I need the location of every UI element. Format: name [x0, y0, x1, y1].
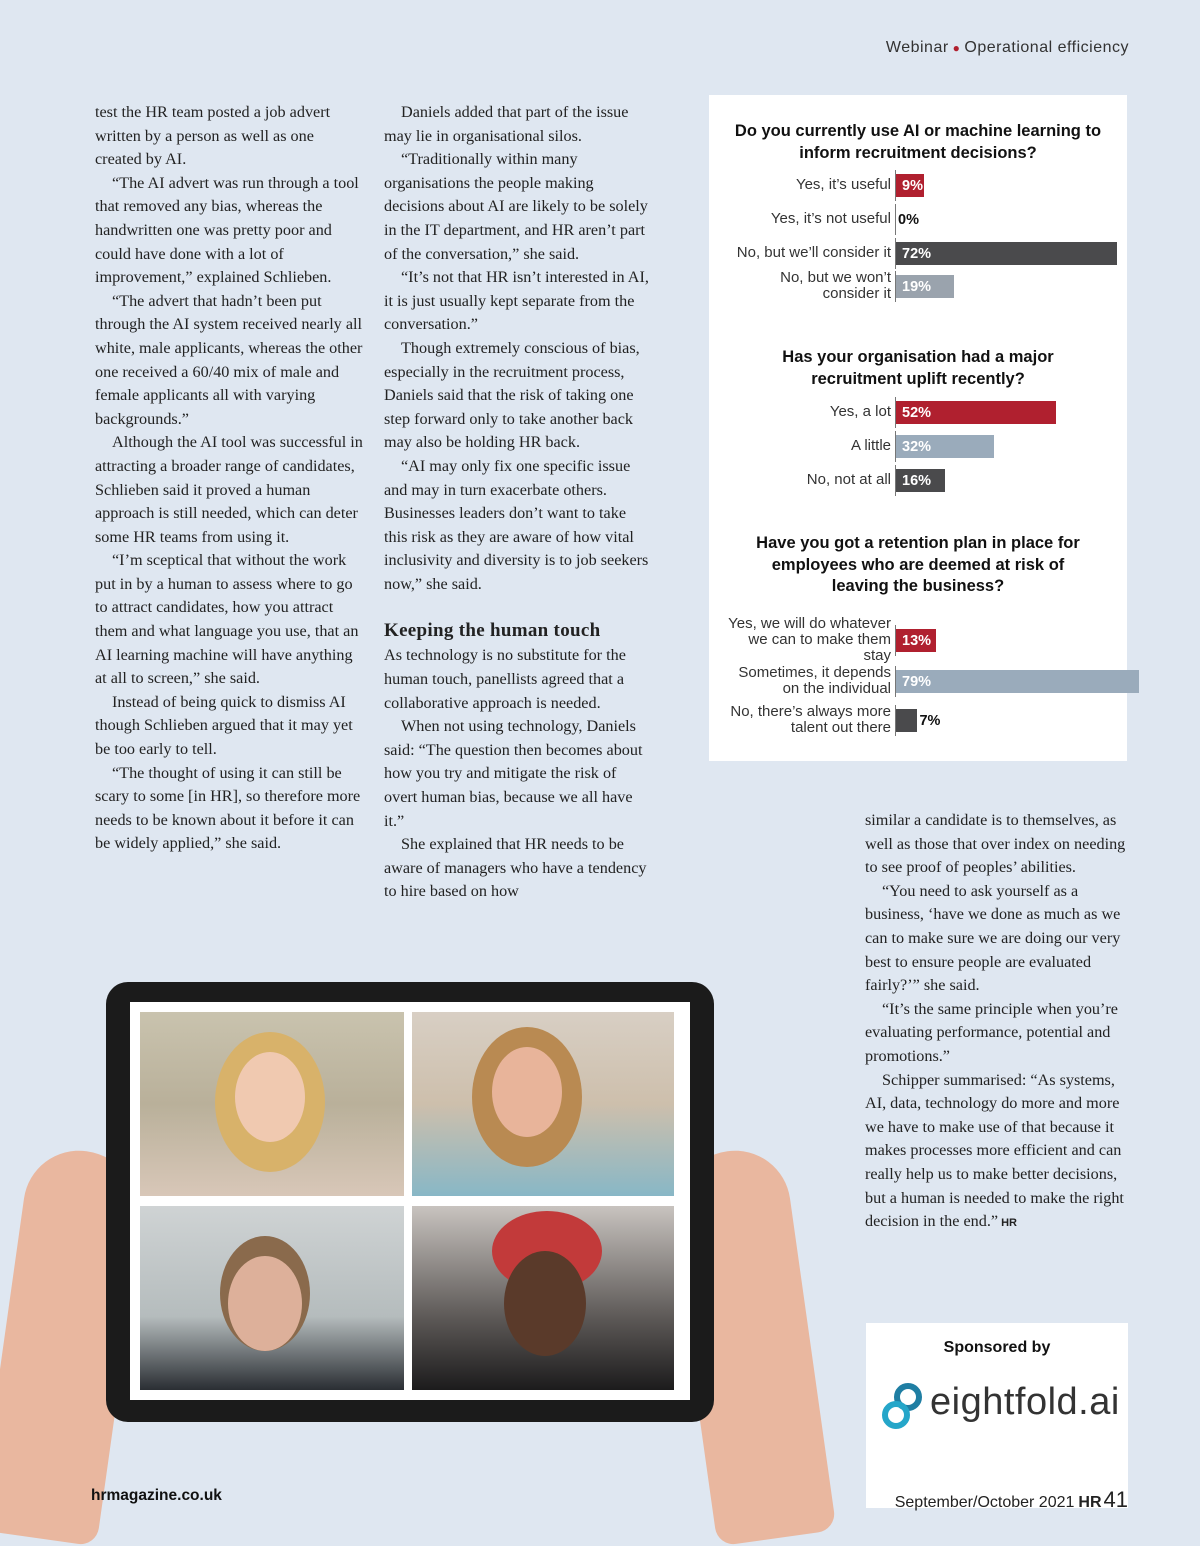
survey-ai-use: [709, 121, 1127, 164]
paragraph: test the HR team posted a job advert written by a person as well as one created by AI.: [95, 103, 331, 169]
paragraph: “The thought of using it can still be scary to some [in HR], so therefore more needs to be known about it before it can be widely applied,” she said.: [95, 763, 361, 853]
paragraph: She explained that HR needs to be aware of managers who have a tendency to hire based on how: [384, 835, 647, 901]
bullet-dot-icon: ●: [952, 41, 961, 55]
chart-title: Has your organisation had a major recruitment uplift recently?: [782, 348, 1054, 388]
paragraph: Instead of being quick to dismiss AI though Schlieben argued that it may yet be too early to tell.: [95, 692, 353, 759]
bar-value-label: 7%: [919, 713, 941, 729]
bar-category-label: A little: [850, 437, 891, 454]
bar-category-label: No, there’s always more talent out there: [730, 703, 891, 736]
video-tile-participant-3: [140, 1206, 404, 1390]
article-column-1: [95, 101, 363, 856]
bar-value-label: 32%: [902, 439, 932, 455]
paragraph: similar a candidate is to themselves, as well as those that over index on needing to see proof of peoples’ abilities.: [865, 811, 1126, 877]
bar-value-label: 16%: [902, 473, 932, 489]
paragraph: “AI may only fix one specific issue and may in turn exacerbate others. Businesses leaders don’t want to take this risk as they are aware of how vital inclusivity and diversity is to job seekers now,” she said.: [384, 456, 649, 593]
sponsor-brand: eightfold.ai: [930, 1381, 1120, 1423]
running-header: [886, 39, 1129, 57]
bar-category-label: Yes, it’s not useful: [770, 210, 891, 227]
bar-category-label: Sometimes, it depends on the individual: [738, 664, 891, 697]
page-number: 41: [1103, 1487, 1128, 1512]
bar-category-label: No, but we won’t consider it: [780, 269, 891, 302]
sponsor-label: Sponsored by: [943, 1339, 1051, 1356]
bar-category-label: No, not at all: [806, 471, 891, 488]
paragraph: Daniels added that part of the issue may lie in organisational silos.: [384, 103, 629, 145]
section-label: Webinar: [885, 39, 949, 56]
section-subheading: Keeping the human touch: [384, 620, 601, 642]
video-tile-participant-1: [140, 1012, 404, 1196]
chart-axis-line: [895, 204, 896, 235]
video-tile-participant-2: [412, 1012, 674, 1196]
paragraph: “It’s not that HR isn’t interested in AI, it is just usually kept separate from the conversation.”: [384, 268, 649, 334]
issue-date: September/October 2021: [894, 1494, 1075, 1511]
chart-title: Have you got a retention plan in place for employees who are deemed at risk of leaving the business?: [756, 534, 1080, 595]
eightfold-logo-icon: [880, 1381, 926, 1431]
tablet-image: [106, 982, 714, 1422]
paragraph: “I’m sceptical that without the work put in by a human to assess where to go to attract candidates, how you attract them and what language you use, that an AI learning machine will have anything at all to screen,” she said.: [95, 551, 359, 688]
bar-value-label: 9%: [902, 178, 923, 194]
chart-title: Do you currently use AI or machine learning to inform recruitment decisions?: [734, 122, 1102, 162]
footer-website: hrmagazine.co.uk: [91, 1487, 222, 1504]
survey-recruitment-uplift: [709, 347, 1127, 390]
bar-category-label: Yes, it’s useful: [795, 176, 891, 193]
chart-bar: [896, 670, 1139, 693]
paragraph: “It’s the same principle when you’re evaluating performance, potential and promotions.”: [865, 999, 1118, 1065]
video-call-screen: [130, 1002, 690, 1400]
magazine-mark: HR: [1078, 1494, 1102, 1511]
bar-value-label: 79%: [902, 674, 932, 690]
paragraph: Although the AI tool was successful in attracting a broader range of candidates, Schlieben said it proved a human approach is still needed, which can deter some HR teams from using it.: [95, 433, 363, 546]
paragraph: “You need to ask yourself as a business, ‘have we done as much as we can to make sure we are doing our very best to ensure people are evaluated fairly?’” she said.: [865, 881, 1121, 995]
sponsor-logo: [880, 1381, 1120, 1431]
survey-retention-plan: [709, 533, 1127, 598]
chart-bar: [896, 709, 917, 732]
topic-label: Operational efficiency: [964, 39, 1129, 56]
paragraph: Though extremely conscious of bias, especially in the recruitment process, Daniels said that the risk of taking one step forward only to take another back may also be holding HR back.: [384, 338, 640, 452]
paragraph: As technology is no substitute for the human touch, panellists agreed that a collaborative approach is needed.: [384, 646, 626, 712]
paragraph: Schipper summarised: “As systems, AI, data, technology do more and more we have to make use of that because it makes processes more efficient and can really help us to make better decisions, but a human is needed to make the right decision in the end.”: [865, 1070, 1124, 1231]
bar-category-label: No, but we’ll consider it: [736, 244, 891, 261]
bar-category-label: Yes, we will do whatever we can to make them stay: [728, 615, 891, 664]
article-column-2: [384, 101, 652, 904]
bar-value-label: 72%: [902, 246, 932, 262]
paragraph: “The advert that hadn’t been put through the AI system received nearly all white, male applicants, whereas the other one received a 60/40 mix of male and female applicants all with varying backgrounds.”: [95, 291, 363, 428]
bar-value-label: 52%: [902, 405, 932, 421]
survey-charts-panel: [709, 95, 1127, 761]
paragraph: “The AI advert was run through a tool that removed any bias, whereas the handwritten one was pretty poor and could have done with a lot of improvement,” explained Schlieben.: [95, 173, 359, 287]
paragraph: “Traditionally within many organisations the people making decisions about AI are likely to be solely in the IT department, and HR aren’t part of the conversation,” she said.: [384, 150, 648, 263]
bar-category-label: Yes, a lot: [829, 403, 891, 420]
footer-issue: [895, 1487, 1128, 1513]
article-column-3: [865, 809, 1135, 1236]
bar-value-label: 19%: [902, 279, 932, 295]
sponsor-box: [866, 1323, 1128, 1508]
bar-value-label: 13%: [902, 633, 932, 649]
end-mark: HR: [1001, 1217, 1017, 1230]
bar-value-label: 0%: [898, 212, 919, 228]
video-tile-participant-4: [412, 1206, 674, 1390]
paragraph: When not using technology, Daniels said: “The question then becomes about how you try and mitigate the risk of overt human bias, because we all have it.”: [384, 717, 643, 830]
